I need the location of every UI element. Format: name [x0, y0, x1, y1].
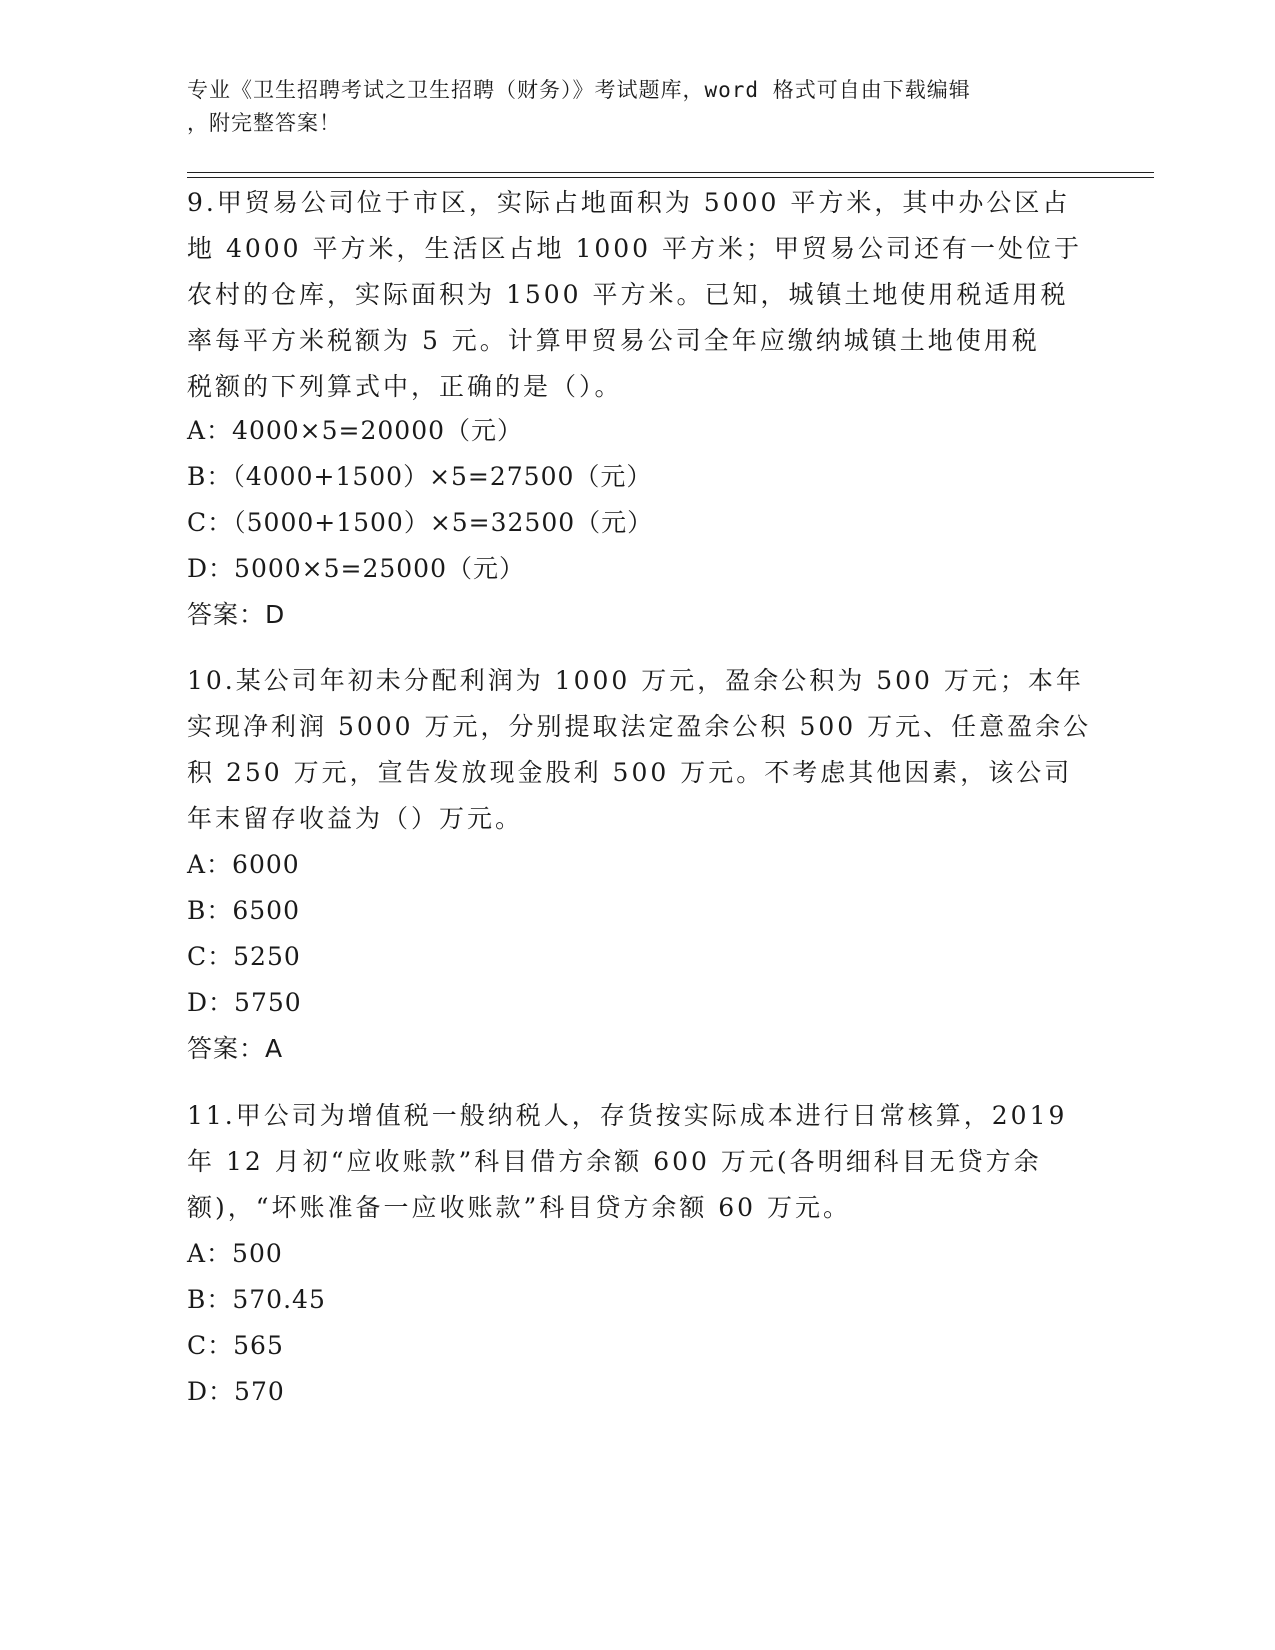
- question-stem: [187, 1093, 1077, 1231]
- stem-line: 年末留存收益为（）万元。: [187, 804, 524, 833]
- question-9: [187, 180, 1083, 638]
- stem-line: 率每平方米税额为 5 元。计算甲贸易公司全年应缴纳城镇土地使用税: [187, 326, 1040, 355]
- option-d: D：5750: [187, 988, 302, 1017]
- stem-line: 10.某公司年初未分配利润为 1000 万元，盈余公积为 500 万元；本年: [187, 666, 1084, 695]
- header-line: 专业《卫生招聘考试之卫生招聘（财务）》考试题库，word 格式可自由下载编辑: [187, 78, 971, 102]
- stem-line: 11.甲公司为增值税一般纳税人，存货按实际成本进行日常核算，2019: [187, 1101, 1068, 1130]
- question-11: [187, 1093, 1077, 1415]
- document-header: [187, 74, 1067, 140]
- stem-line: 地 4000 平方米，生活区占地 1000 平方米；甲贸易公司还有一处位于: [187, 234, 1083, 263]
- question-stem: [187, 180, 1083, 410]
- stem-line: 9.甲贸易公司位于市区，实际占地面积为 5000 平方米，其中办公区占: [187, 188, 1071, 217]
- header-divider: [187, 172, 1154, 173]
- option-b: B：6500: [187, 896, 300, 925]
- answer: 答案：D: [187, 600, 286, 629]
- stem-line: 实现净利润 5000 万元，分别提取法定盈余公积 500 万元、任意盈余公: [187, 712, 1092, 741]
- stem-line: 年 12 月初“应收账款”科目借方余额 600 万元(各明细科目无贷方余: [187, 1147, 1042, 1176]
- option-d: D：5000×5=25000（元）: [187, 554, 525, 583]
- header-divider: [187, 177, 1154, 178]
- stem-line: 税额的下列算式中，正确的是（）。: [187, 372, 623, 401]
- stem-line: 积 250 万元，宣告发放现金股利 500 万元。不考虑其他因素，该公司: [187, 758, 1073, 787]
- option-b: B：（4000+1500）×5=27500（元）: [187, 462, 653, 491]
- option-d: D：570: [187, 1377, 285, 1406]
- stem-line: 农村的仓库，实际面积为 1500 平方米。已知，城镇土地使用税适用税: [187, 280, 1069, 309]
- option-c: C：565: [187, 1331, 284, 1360]
- option-a: A：6000: [187, 850, 300, 879]
- stem-line: 额)，“坏账准备一应收账款”科目贷方余额 60 万元。: [187, 1193, 852, 1222]
- option-a: A：500: [187, 1239, 283, 1268]
- option-c: C：5250: [187, 942, 301, 971]
- question-10: [187, 658, 1092, 1072]
- answer: 答案：A: [187, 1034, 284, 1063]
- question-stem: [187, 658, 1092, 842]
- option-c: C：（5000+1500）×5=32500（元）: [187, 508, 654, 537]
- header-line: ，附完整答案！: [187, 111, 341, 135]
- option-a: A：4000×5=20000（元）: [187, 416, 524, 445]
- option-b: B：570.45: [187, 1285, 326, 1314]
